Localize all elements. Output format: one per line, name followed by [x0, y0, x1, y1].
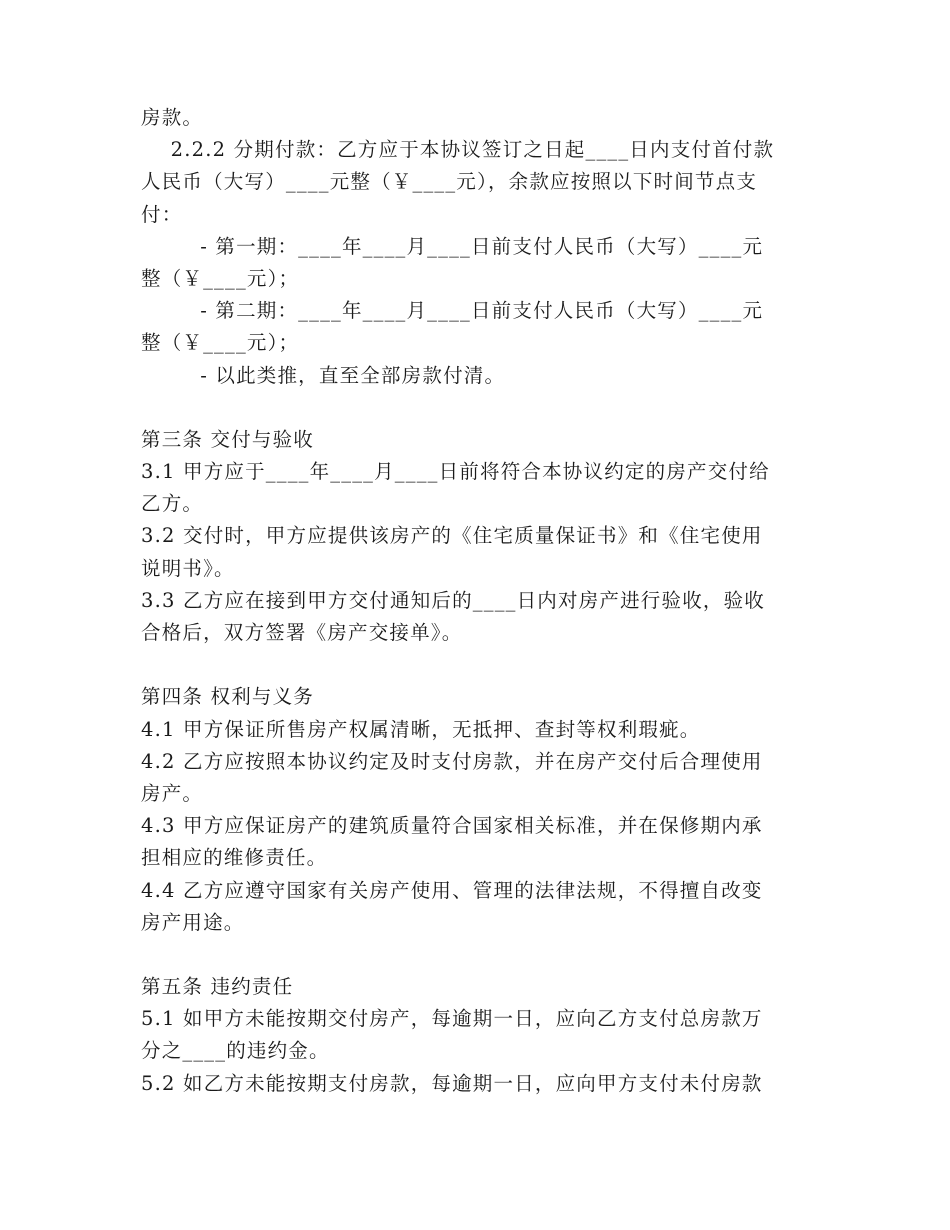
- clause-line: 5.1 如甲方未能按期交付房产，每逾期一日，应向乙方支付总房款万: [141, 1007, 763, 1031]
- payment-text-line: 整（￥____元）；: [141, 266, 300, 290]
- clause-line: 5.2 如乙方未能按期支付房款，每逾期一日，应向甲方支付未付房款: [141, 1071, 763, 1095]
- clause-line: 分之____的违约金。: [141, 1039, 330, 1063]
- paragraph-gap: [141, 939, 801, 971]
- clause-line: 房产用途。: [141, 910, 245, 934]
- clause-line: 4.3 甲方应保证房产的建筑质量符合国家相关标准，并在保修期内承: [141, 814, 763, 838]
- section-heading: 第四条 权利与义务: [141, 685, 314, 709]
- payment-text-line: 整（￥____元）；: [141, 331, 300, 355]
- clause-line: 合格后，双方签署《房产交接单》。: [141, 621, 463, 644]
- clause-line: 4.2 乙方应按照本协议约定及时支付房款，并在房产交付后合理使用: [141, 749, 763, 773]
- document-body: [141, 102, 801, 1100]
- payment-text-line: 人民币（大写）____元整（￥____元），余款应按照以下时间节点支: [141, 170, 758, 194]
- clause-line: 4.4 乙方应遵守国家有关房产使用、管理的法律法规，不得擅自改变: [141, 878, 763, 902]
- payment-text-line: 房款。: [141, 106, 204, 129]
- clause-line: 3.3 乙方应在接到甲方交付通知后的____日内对房产进行验收，验收: [141, 588, 766, 612]
- payment-text-line: 2.2.2 分期付款：乙方应于本协议签订之日起____日内支付首付款: [141, 138, 775, 162]
- clause-line: 乙方。: [141, 492, 204, 516]
- clause-line: 4.1 甲方保证所售房产权属清晰，无抵押、查封等权利瑕疵。: [141, 717, 701, 741]
- clause-line: 房产。: [141, 781, 204, 805]
- clause-line: 3.2 交付时，甲方应提供该房产的《住宅质量保证书》和《住宅使用: [141, 524, 763, 548]
- paragraph-gap: [141, 392, 801, 424]
- section-heading: 第三条 交付与验收: [141, 427, 314, 451]
- payment-text-line: - 第一期：____年____月____日前支付人民币（大写）____元: [141, 234, 764, 258]
- clause-line: 担相应的维修责任。: [141, 846, 328, 870]
- clause-line: 3.1 甲方应于____年____月____日前将符合本协议约定的房产交付给: [141, 460, 770, 484]
- payment-text-line: - 以此类推，直至全部房款付清。: [141, 363, 506, 387]
- payment-text-line: 付：: [141, 202, 183, 226]
- section-heading: 第五条 违约责任: [141, 975, 294, 999]
- payment-text-line: - 第二期：____年____月____日前支付人民币（大写）____元: [141, 299, 764, 323]
- clause-line: 说明书》。: [141, 556, 235, 580]
- paragraph-gap: [141, 649, 801, 681]
